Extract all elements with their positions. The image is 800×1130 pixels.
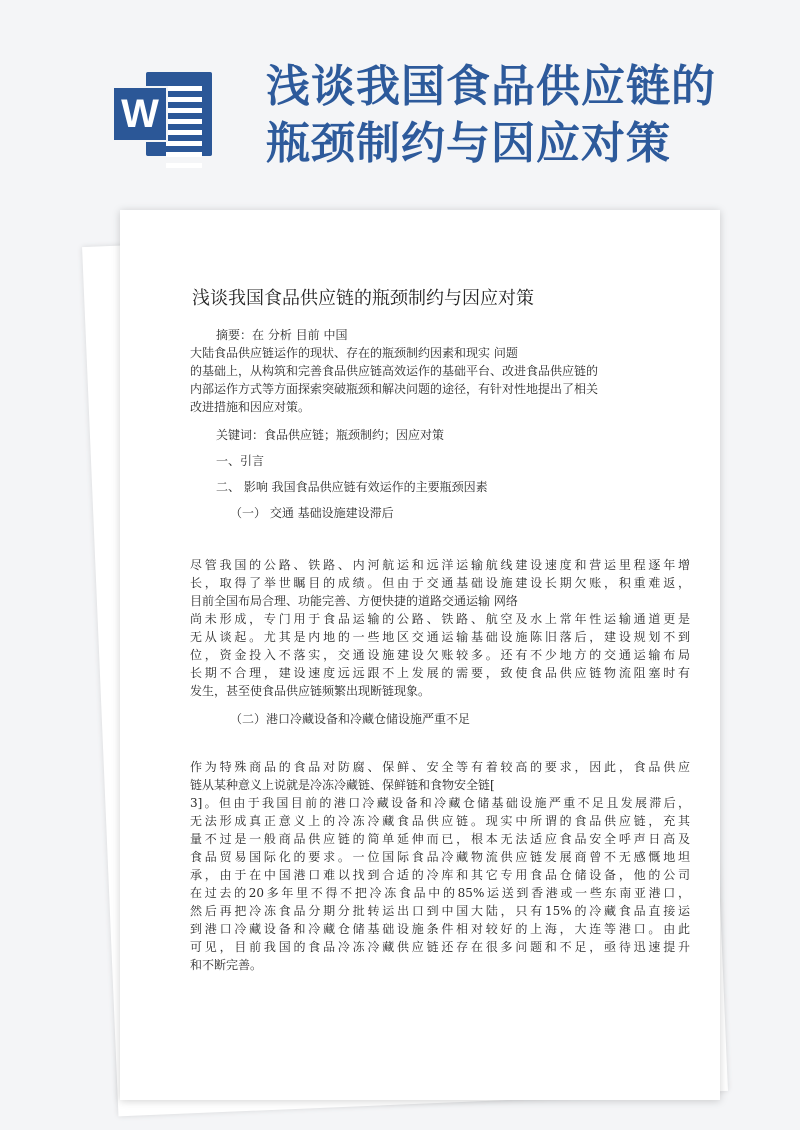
paragraph-line: 目前全国布局合理、功能完善、方便快捷的道路交通运输 网络 xyxy=(190,594,518,608)
abstract-line: 大陆食品供应链运作的现状、存在的瓶颈制约因素和现实 问题 xyxy=(190,346,518,360)
paragraph-line: 无从谈起。尤其是内地的一些地区交通运输基础设施陈旧落后，建设规划不到 xyxy=(190,630,690,644)
paragraph-line: 到港口冷藏设备和冷藏仓储基础设施条件相对较好的上海，大连等港口。由此 xyxy=(190,922,690,936)
paragraph-line: 食品贸易国际化的要求。一位国际食品冷藏物流供应链发展商曾不无感慨地坦 xyxy=(190,850,690,864)
subsection-transport: （一） 交通 基础设施建设滞后 xyxy=(230,506,394,520)
keywords: 关键词：食品供应链；瓶颈制约；因应对策 xyxy=(216,428,445,442)
banner-title-line-1: 浅谈我国食品供应链的 xyxy=(266,61,716,112)
paragraph-line: 发生，甚至使食品供应链频繁出现断链现象。 xyxy=(190,684,431,698)
paragraph-line: 可见，目前我国的食品冷冻冷藏供应链还存在很多问题和不足，亟待迅速提升 xyxy=(190,940,690,954)
paragraph-transport xyxy=(190,556,690,700)
paragraph-line: 作为特殊商品的食品对防腐、保鲜、安全等有着较高的要求，因此，食品供应 xyxy=(190,760,690,774)
banner-title-line-2: 瓶颈制约与因应对策 xyxy=(266,118,671,169)
document-page xyxy=(120,210,720,1100)
abstract-heading: 摘要：在 分析 目前 中国 xyxy=(216,328,348,342)
word-document-icon xyxy=(112,72,212,156)
paragraph-line: 然后再把冷冻食品分期分批转运出口到中国大陆，只有15%的冷藏食品直接运 xyxy=(190,904,690,918)
abstract-line: 改进措施和因应对策。 xyxy=(190,400,311,414)
document-title: 浅谈我国食品供应链的瓶颈制约与因应对策 xyxy=(192,288,534,309)
paragraph-line: 承，由于在中国港口难以找到合适的冷库和其它专用食品仓储设备，他的公司 xyxy=(190,868,690,882)
paragraph-line: 尚未形成，专门用于食品运输的公路、铁路、航空及水上常年性运输通道更是 xyxy=(190,612,690,626)
paragraph-cold-storage xyxy=(190,758,690,974)
subsection-cold-storage: （二）港口冷藏设备和冷藏仓储设施严重不足 xyxy=(230,712,471,726)
paragraph-line: 无法形成真正意义上的冷冻冷藏食品供应链。现实中所谓的食品供应链，充其 xyxy=(190,814,690,828)
paragraph-line: 量不过是一般商品供应链的简单延伸而已，根本无法适应食品安全呼声日高及 xyxy=(190,832,690,846)
paragraph-line: 尽管我国的公路、铁路、内河航运和远洋运输航线建设速度和营运里程逐年增 xyxy=(190,558,690,572)
banner-title xyxy=(266,58,786,172)
word-letter-badge: W xyxy=(112,86,168,142)
banner xyxy=(0,0,800,200)
abstract-line: 内部运作方式等方面探索突破瓶颈和解决问题的途径，有针对性地提出了相关 xyxy=(190,382,599,396)
paragraph-line: 在过去的20多年里不得不把冷冻食品中的85%运送到香港或一些东南亚港口， xyxy=(190,886,690,900)
paragraph-line: 链从某种意义上说就是冷冻冷藏链、保鲜链和食物安全链[ xyxy=(190,778,495,792)
paragraph-line: 和不断完善。 xyxy=(190,958,263,972)
section-bottleneck-factors: 二、 影响 我国食品供应链有效运作的主要瓶颈因素 xyxy=(216,480,488,494)
paragraph-line: 3]。但由于我国目前的港口冷藏设备和冷藏仓储基础设施严重不足且发展滞后， xyxy=(190,796,690,810)
document-body xyxy=(190,326,690,974)
paragraph-line: 长，取得了举世瞩目的成绩。但由于交通基础设施建设长期欠账，积重难返， xyxy=(190,576,690,590)
paragraph-line: 长期不合理，建设速度远远跟不上发展的需要，致使食品供应链物流阻塞时有 xyxy=(190,666,690,680)
abstract-text xyxy=(190,344,690,416)
abstract-line: 的基础上，从构筑和完善食品供应链高效运作的基础平台、改进食品供应链的 xyxy=(190,364,599,378)
section-introduction: 一、引言 xyxy=(216,454,265,468)
paragraph-line: 位，资金投入不落实，交通设施建设欠账较多。还有不少地方的交通运输布局 xyxy=(190,648,690,662)
